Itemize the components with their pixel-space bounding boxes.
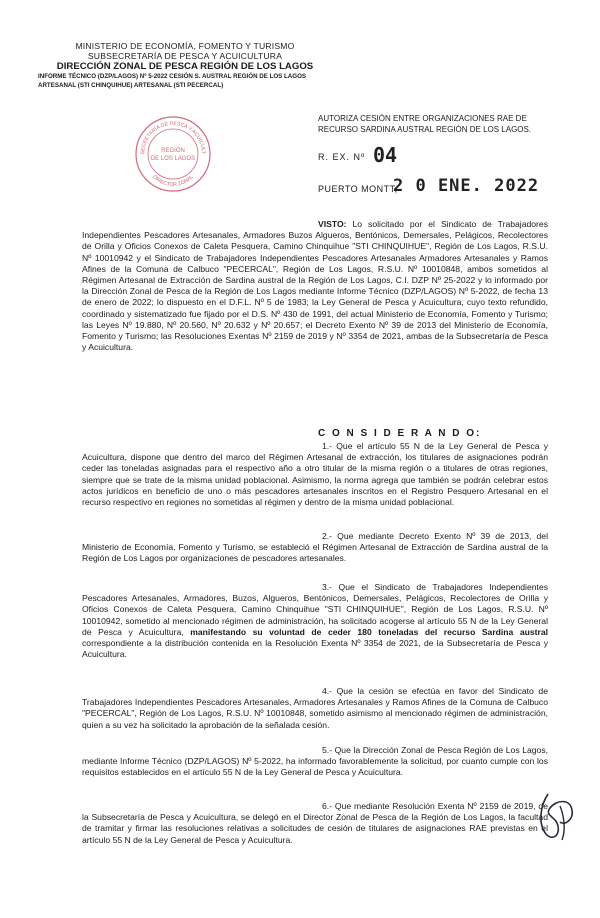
- paragraph-5-text: 5.- Que la Dirección Zonal de Pesca Región de Los Lagos, mediante Informe Técnico (DZP/LAGOS) Nº 5-2022, ha informado favorablemente la solicitud, por cuanto cumple con los requisitos establecidos en el artículo 55 N de la Ley General de Pesca y Acuicultura.: [82, 745, 548, 778]
- considerando-paragraph-4: [82, 686, 548, 731]
- visto-text: Lo solicitado por el Sindicato de Trabajadores Independientes Pescadores Artesanales, Armadores Buzos Algueros, Bentónicos, Demersales, Pelágicos, Recolectores de Orilla y Oficios Conexos de Caleta Pesquera, Camino Chinquihue "STI CHINQUIHUE", Región de Los Lagos, R.S.U. Nº 10010942 y el Sindicato de Trabajadores Independientes Pescadores Artesanales Armadores Artesanales y Ramos Afines de la Comuna de Calbuco "PECERCAL", Región de Los Lagos, R.S.U. Nº 10010848, ambos sometidos al Régimen Artesanal de Extracción de Sardina austral de la Región de Los Lagos, C.I. DZP Nº 25-2022 y lo informado por la Dirección Zonal de Pesca de la Región de Los Lagos mediante Informe Técnico (DZP/LAGOS) Nº 5-2022, de fecha 13 de enero de 2022; lo dispuesto en el D.F.L. Nº 5 de 1983; la Ley General de Pesca y Acuicultura, cuyo texto refundido, coordinado y sistematizado fue fijado por el D.S. Nº 430 de 1991, del actual Ministerio de Economía, Fomento y Turismo; las Leyes Nº 19.880, Nº 20.560, Nº 20.632 y Nº 20.657; el Decreto Exento Nº 39 de 2013 del Ministerio de Economía, Fomento y Turismo; las Resoluciones Exentas Nº 2159 de 2019 y Nº 3354 de 2021, ambas de la Subsecretaría de Pesca y Acuicultura.: [82, 219, 548, 353]
- paragraph-3-text-a: 3.- Que el Sindicato de Trabajadores Independientes Pescadores Artesanales, Armadores, Buzos, Algueros, Bentónicos, Demersales, Pelágicos, Recolectores de Orilla y Oficios Conexos de Caleta Pesquera, Camino Chinquihue "STI CHINQUIHUE", Región de Los Lagos, R.S.U. Nº 10010942, sometido al mencionado régimen de administración, ha solicitado acogerse al artículo 55 N de la Ley General de Pesca y Acuicultura,: [82, 582, 548, 637]
- handwritten-initial: [530, 786, 590, 846]
- considerando-paragraph-2: [82, 531, 548, 565]
- resolution-date: 2 0 ENE. 2022: [393, 176, 540, 196]
- paragraph-6-text: 6.- Que mediante Resolución Exenta Nº 2159 de 2019, de la Subsecretaría de Pesca y Acuicultura, se delegó en el Director Zonal de Pesca de la Región de Los Lagos, la facultad de tramitar y firmar las resoluciones relativas a solicitudes de cesión de titulares de asignaciones RAE previstas en el artículo 55 N de la Ley General de Pesca y Acuicultura.: [82, 801, 548, 845]
- report-reference: INFORME TÉCNICO (DZP/LAGOS) Nº 5-2022 CESIÓN S. AUSTRAL REGIÓN DE LOS LAGOS: [38, 73, 307, 80]
- resolution-subject: AUTORIZA CESIÓN ENTRE ORGANIZACIONES RAE DE RECURSO SARDINA AUSTRAL REGIÓN DE LOS LAGOS.: [318, 114, 532, 134]
- resolution-number: 04: [373, 143, 398, 167]
- paragraph-1-text: 1.- Que el artículo 55 N de la Ley General de Pesca y Acuicultura, dispone que dentro del marco del Régimen Artesanal de extracción, los titulares de asignaciones podrán ceder las toneladas asignadas para el respectivo año a otro titular de la misma región o a titulares de otras regiones, siempre que se trate de la misma unidad poblacional. Asimismo, la norma agrega que también se podrán celebrar estos actos jurídicos en beneficio de uno o más pescadores artesanales inscritos en el Registro Pesquero Artesanal en el recurso respectivo en regiones no sometidas al régimen y dentro de la misma unidad poblacional.: [82, 441, 548, 508]
- considerando-title: C O N S I D E R A N D O:: [318, 428, 482, 439]
- svg-text:DIRECTOR ZONAL: [151, 174, 195, 188]
- considerando-paragraph-1: [82, 441, 548, 508]
- paragraph-3-text-c: 180 toneladas del recurso Sardina austral: [357, 626, 549, 637]
- report-reference-2: ARTESANAL (STI CHINQUIHUE) ARTESANAL (STI PECERCAL): [38, 82, 224, 89]
- official-stamp: [134, 115, 212, 193]
- stamp-center-2: DE LOS LAGOS: [150, 156, 196, 162]
- directorate-line: DIRECCIÓN ZONAL DE PESCA REGIÓN DE LOS LAGOS: [56, 61, 314, 72]
- stamp-bottom-text: DIRECTOR ZONAL: [151, 173, 195, 189]
- considerando-paragraph-6: [82, 801, 548, 846]
- visto-lead: VISTO:: [318, 219, 347, 229]
- ministry-line: MINISTERIO DE ECONOMÍA, FOMENTO Y TURISMO: [75, 41, 295, 51]
- undersecretariat-line: SUBSECRETARÍA DE PESCA Y ACUICULTURA: [87, 51, 283, 61]
- considerando-paragraph-3: [82, 582, 548, 660]
- visto-section: [82, 219, 548, 353]
- stamp-top-text: SECRETARÍA DE PESCA Y ACUICULT: [139, 120, 207, 155]
- resolution-label: R. EX. Nº: [318, 152, 366, 162]
- paragraph-2-text: 2.- Que mediante Decreto Exento Nº 39 de 2013, del Ministerio de Economía, Fomento y Turismo, se estableció el Régimen Artesanal de Extracción de Sardina austral de la Región de Los Lagos por organizaciones de pescadores artesanales.: [82, 531, 548, 564]
- paragraph-3-text-d: correspondiente a la distribución contenida en la Resolución Exenta Nº 3354 de 2021, de la Subsecretaría de Pesca y Acuicultura.: [82, 638, 548, 660]
- stamp-center-1: REGIÓN: [161, 148, 185, 154]
- resolution-city: PUERTO MONTT,: [318, 184, 398, 194]
- paragraph-4-text: 4.- Que la cesión se efectúa en favor del Sindicato de Trabajadores Independientes Pescadores Artesanales, Armadores Artesanales y Ramos Afines de la Comuna de Calbuco "PECERCAL", Región de Los Lagos, R.S.U. Nº 10010848, sometido asimismo al mencionado régimen de administración, quien a su vez ha solicitado la aprobación de la señalada cesión.: [82, 686, 548, 730]
- paragraph-3-text-b: manifestando su voluntad de ceder: [190, 626, 351, 637]
- considerando-paragraph-5: [82, 745, 548, 779]
